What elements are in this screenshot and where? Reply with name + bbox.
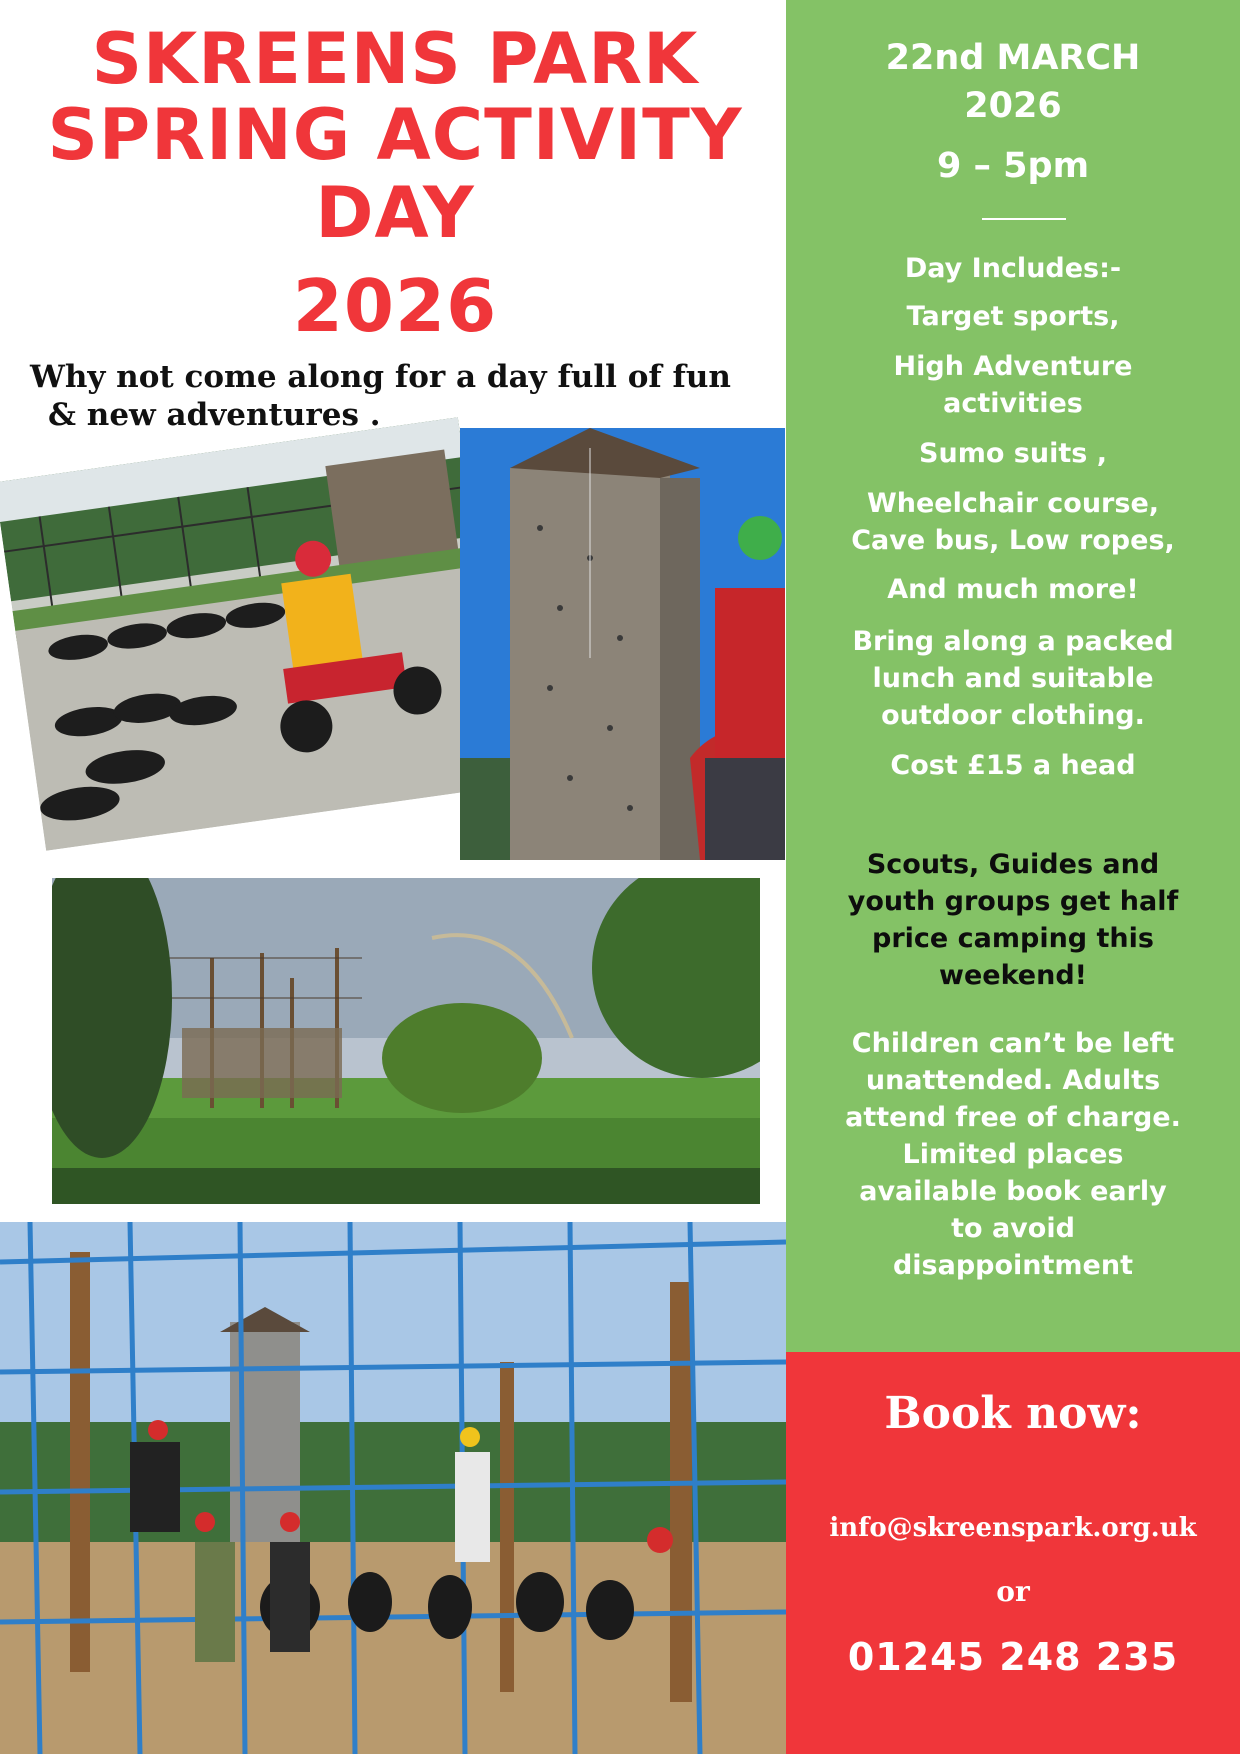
- scouts-line1: Scouts, Guides and: [866, 849, 1160, 880]
- include-item-sumo-suits: Sumo suits ,: [919, 438, 1107, 469]
- include-item-target-sports: Target sports,: [906, 301, 1120, 332]
- poster-title-line3: DAY: [315, 172, 475, 254]
- event-time: 9 – 5pm: [936, 146, 1090, 186]
- scouts-line4: weekend!: [939, 960, 1087, 991]
- bring-line3: outdoor clothing.: [881, 700, 1145, 731]
- booking-phone[interactable]: 01245 248 235: [847, 1635, 1179, 1679]
- scouts-line3: price camping this: [872, 923, 1154, 954]
- bring-line1: Bring along a packed: [852, 626, 1174, 657]
- booking-or: or: [996, 1575, 1030, 1608]
- include-item-much-more: And much more!: [887, 574, 1139, 605]
- event-date-line1: 22nd MARCH: [885, 38, 1141, 78]
- climbing-tower-photo: [460, 428, 785, 860]
- poster-title-year: 2026: [292, 264, 498, 348]
- cost-text: Cost £15 a head: [890, 750, 1136, 781]
- booking-email[interactable]: info@skreenspark.org.uk: [829, 1513, 1197, 1543]
- event-info-panel: [786, 0, 1240, 1352]
- event-date-line2: 2026: [964, 86, 1062, 126]
- divider: [982, 218, 1066, 220]
- poster-title-line2: SPRING ACTIVITY: [47, 94, 743, 176]
- intro-line1: Why not come along for a day full of fun: [30, 359, 731, 395]
- intro-text: [30, 358, 770, 434]
- includes-heading: Day Includes:-: [904, 253, 1122, 284]
- scouts-line2: youth groups get half: [847, 886, 1179, 917]
- include-item-high-adventure-line2: activities: [943, 388, 1083, 419]
- include-item-wheelchair-line2: Cave bus, Low ropes,: [851, 525, 1175, 556]
- include-item-wheelchair-line1: Wheelchair course,: [866, 488, 1160, 519]
- low-ropes-children-photo: [0, 1222, 786, 1754]
- intro-line2: & new adventures .: [48, 397, 381, 433]
- notice-line1: Children can’t be left: [851, 1028, 1175, 1059]
- notice-line3: attend free of charge.: [845, 1102, 1181, 1133]
- notice-line6: to avoid: [951, 1213, 1075, 1244]
- notice-line4: Limited places: [902, 1139, 1124, 1170]
- bring-line2: lunch and suitable: [872, 663, 1154, 694]
- book-now-heading: Book now:: [884, 1388, 1142, 1439]
- go-kart-photo: [0, 417, 510, 851]
- notice-line7: disappointment: [892, 1250, 1134, 1281]
- high-ropes-park-photo: [52, 878, 760, 1204]
- booking-panel: [786, 1352, 1240, 1754]
- notice-line5: available book early: [859, 1176, 1167, 1207]
- notice-line2: unattended. Adults: [865, 1065, 1161, 1096]
- poster-title-line1: SKREENS PARK: [91, 18, 699, 100]
- include-item-high-adventure-line1: High Adventure: [893, 351, 1133, 382]
